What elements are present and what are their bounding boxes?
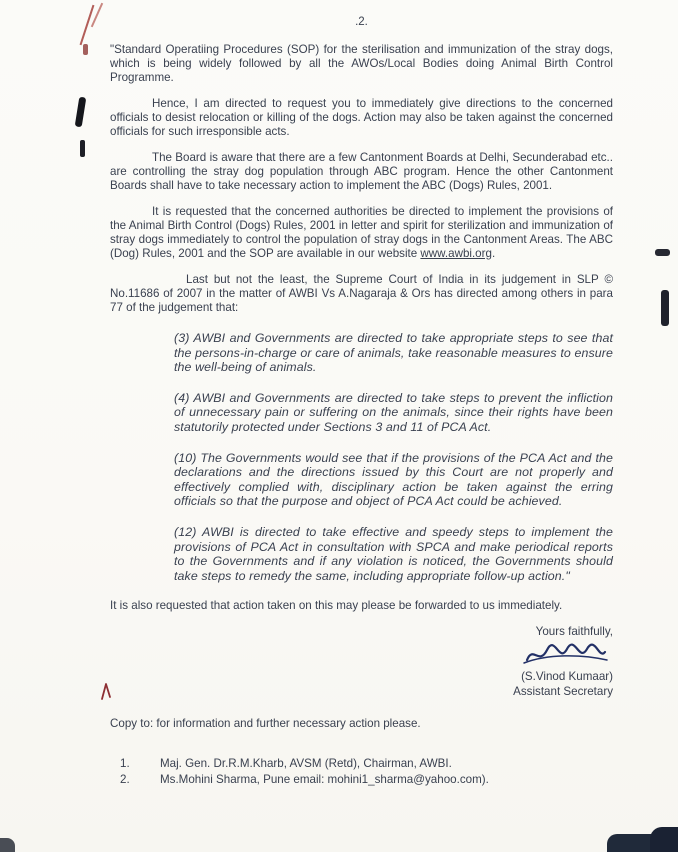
recipient-row-1 (120, 756, 613, 772)
recipient-number: 1. (120, 757, 130, 771)
scan-artifact-right-edge-mark-2 (661, 290, 669, 326)
copy-to-line: Copy to: for information and further necessary action please. (110, 717, 421, 731)
page-number: .2. (355, 16, 368, 28)
paragraph-directions-request: Hence, I am directed to request you to immediately give directions to the concerned officials to desist relocation or killing of the dogs. Action may also be taken against the concerned officials for such irresponsible acts. (110, 97, 613, 138)
paragraph-cantonment-boards: The Board is aware that there are a few Cantonment Boards at Delhi, Secunderabad etc.. are controlling the stray dog population through ABC program. Hence the other Cantonment Boards shall have to take necessary action to implement the ABC (Dogs) Rules, 2001. (110, 151, 613, 192)
scan-artifact-red-blot (83, 44, 88, 55)
scan-artifact-bottom-right-corner (650, 827, 678, 852)
scan-artifact-ink-mark-2 (80, 140, 85, 157)
scan-artifact-red-streak-2 (91, 3, 103, 28)
handwritten-signature (521, 641, 609, 669)
signatory-title: Assistant Secretary (513, 685, 613, 699)
recipient-row-2 (120, 772, 613, 788)
signature-block (110, 625, 613, 699)
website-link[interactable]: www.awbi.org (420, 247, 492, 260)
paragraph-abc-rules (110, 205, 613, 261)
judgement-quote-para-12: (12) AWBI is directed to take effective and speedy steps to implement the provisions of PCA Act in consultation with SPCA and make periodical reports to the Governments and if any violation is noticed, the Governments should take steps to remedy the same, including appropriate follow-up action." (174, 524, 613, 583)
scan-artifact-bottom-right-blob (607, 834, 678, 852)
recipient-list (120, 756, 613, 787)
paragraph-abc-rules-text: It is requested that the concerned authorities be directed to implement the provisions of the Animal Birth Control (Dogs) Rules, 2001 in letter and spirit for sterilization and immunization of stray dogs immediately to control the population of stray dogs in the Cantonment Areas. The ABC (Dog) Rules, 2001 and the SOP are available in our website (110, 205, 613, 260)
judgement-quote-para-3: (3) AWBI and Governments are directed to take appropriate steps to see that the persons-in-charge or care of animals, take reasonable measures to ensure the well-being of animals. (174, 331, 613, 375)
paragraph-supreme-court: Last but not the least, the Supreme Court of India in its judgement in SLP © No.11686 of 2007 in the matter of AWBI Vs A.Nagaraja & Ors has directed among others in para 77 of the judgement that: (110, 273, 613, 314)
closing-request: It is also requested that action taken on this may please be forwarded to us immediately. (110, 599, 563, 613)
judgement-quote-para-10: (10) The Governments would see that if the provisions of the PCA Act and the declarations and the directions issued by this Court are not properly and effectively complied with, disciplinary action be taken against the erring officials so that the purpose and object of PCA Act could be achieved. (174, 450, 613, 509)
recipient-number: 2. (120, 772, 130, 786)
judgement-quote-para-4: (4) AWBI and Governments are directed to take steps to prevent the infliction of unnecessary pain or suffering on the animals, since their rights have been statutorily protected under Sections 3 and 11 of PCA Act. (174, 390, 613, 434)
scan-artifact-ink-mark-1 (75, 97, 87, 128)
signatory-name: (S.Vinod Kumaar) (521, 670, 613, 684)
paragraph-abc-rules-period: . (491, 247, 496, 260)
letter-content (110, 16, 613, 787)
paragraph-sop: "Standard Operatiing Procedures (SOP) for the sterilisation and immunization of the stray dogs, which is being widely followed by all the AWOs/Local Bodies doing Animal Birth Control Programme. (110, 43, 613, 84)
recipient-text: Maj. Gen. Dr.R.M.Kharb, AVSM (Retd), Chairman, AWBI. (160, 757, 452, 771)
scan-artifact-right-edge-mark-1 (655, 249, 670, 256)
valediction: Yours faithfully, (535, 625, 613, 639)
scan-artifact-bottom-left-mark (0, 838, 15, 852)
recipient-text: Ms.Mohini Sharma, Pune email: mohini1_sharma@yahoo.com). (160, 772, 489, 786)
scan-artifact-red-streak-1 (80, 5, 95, 46)
